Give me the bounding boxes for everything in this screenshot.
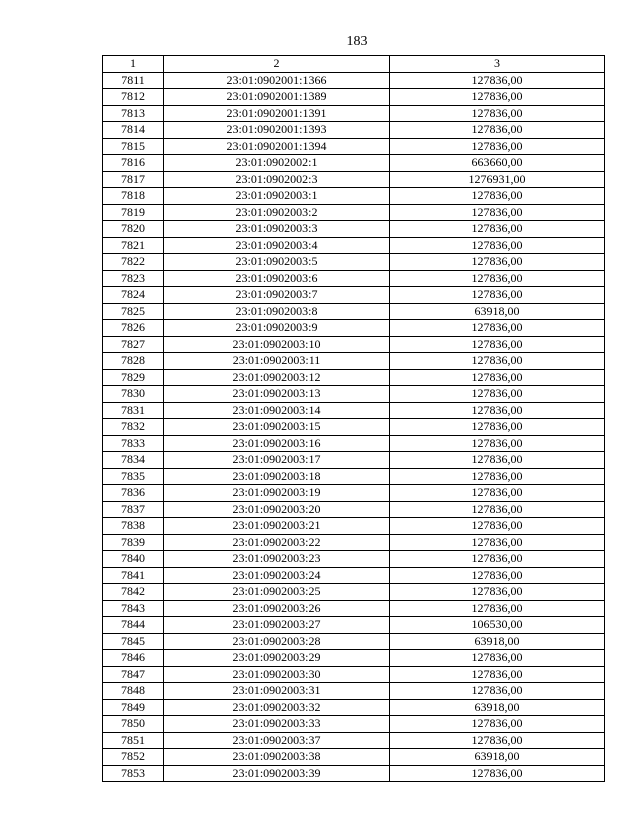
value-cell: 127836,00 <box>390 732 605 749</box>
cadastral-number-cell: 23:01:0902001:1394 <box>164 138 390 155</box>
value-cell: 127836,00 <box>390 534 605 551</box>
table-row <box>103 72 605 89</box>
cadastral-number-cell: 23:01:0902003:29 <box>164 650 390 667</box>
row-number-cell: 7817 <box>103 171 164 188</box>
value-cell: 127836,00 <box>390 683 605 700</box>
value-cell: 127836,00 <box>390 518 605 535</box>
cadastral-number-cell: 23:01:0902003:8 <box>164 303 390 320</box>
table-row <box>103 666 605 683</box>
cadastral-number-cell: 23:01:0902003:13 <box>164 386 390 403</box>
table-row <box>103 419 605 436</box>
table-row <box>103 303 605 320</box>
value-cell: 127836,00 <box>390 89 605 106</box>
cadastral-number-cell: 23:01:0902003:30 <box>164 666 390 683</box>
cadastral-number-cell: 23:01:0902003:10 <box>164 336 390 353</box>
row-number-cell: 7832 <box>103 419 164 436</box>
cadastral-number-cell: 23:01:0902001:1389 <box>164 89 390 106</box>
table-row <box>103 452 605 469</box>
cadastral-number-cell: 23:01:0902001:1366 <box>164 72 390 89</box>
table-row <box>103 237 605 254</box>
table-row <box>103 122 605 139</box>
cadastral-number-cell: 23:01:0902003:20 <box>164 501 390 518</box>
value-cell: 127836,00 <box>390 386 605 403</box>
value-cell: 1276931,00 <box>390 171 605 188</box>
cadastral-number-cell: 23:01:0902003:39 <box>164 765 390 782</box>
table-row <box>103 155 605 172</box>
value-cell: 127836,00 <box>390 270 605 287</box>
row-number-cell: 7848 <box>103 683 164 700</box>
row-number-cell: 7834 <box>103 452 164 469</box>
value-cell: 127836,00 <box>390 105 605 122</box>
row-number-cell: 7837 <box>103 501 164 518</box>
table-row <box>103 765 605 782</box>
table-row <box>103 320 605 337</box>
row-number-cell: 7840 <box>103 551 164 568</box>
cadastral-number-cell: 23:01:0902003:12 <box>164 369 390 386</box>
cadastral-number-cell: 23:01:0902003:23 <box>164 551 390 568</box>
cadastral-number-cell: 23:01:0902003:2 <box>164 204 390 221</box>
value-cell: 127836,00 <box>390 584 605 601</box>
column-header-3: 3 <box>390 56 605 73</box>
value-cell: 127836,00 <box>390 650 605 667</box>
row-number-cell: 7820 <box>103 221 164 238</box>
value-cell: 127836,00 <box>390 353 605 370</box>
row-number-cell: 7843 <box>103 600 164 617</box>
row-number-cell: 7828 <box>103 353 164 370</box>
value-cell: 127836,00 <box>390 138 605 155</box>
row-number-cell: 7844 <box>103 617 164 634</box>
table-row <box>103 386 605 403</box>
table-row <box>103 105 605 122</box>
registry-table <box>102 55 605 782</box>
value-cell: 127836,00 <box>390 765 605 782</box>
cadastral-number-cell: 23:01:0902003:1 <box>164 188 390 205</box>
cadastral-number-cell: 23:01:0902003:9 <box>164 320 390 337</box>
value-cell: 127836,00 <box>390 452 605 469</box>
value-cell: 127836,00 <box>390 419 605 436</box>
table-row <box>103 518 605 535</box>
value-cell: 127836,00 <box>390 122 605 139</box>
cadastral-number-cell: 23:01:0902003:31 <box>164 683 390 700</box>
row-number-cell: 7813 <box>103 105 164 122</box>
row-number-cell: 7841 <box>103 567 164 584</box>
value-cell: 127836,00 <box>390 468 605 485</box>
value-cell: 127836,00 <box>390 320 605 337</box>
value-cell: 127836,00 <box>390 336 605 353</box>
table-row <box>103 551 605 568</box>
cadastral-number-cell: 23:01:0902001:1393 <box>164 122 390 139</box>
cadastral-number-cell: 23:01:0902003:21 <box>164 518 390 535</box>
value-cell: 127836,00 <box>390 72 605 89</box>
cadastral-number-cell: 23:01:0902003:27 <box>164 617 390 634</box>
cadastral-number-cell: 23:01:0902002:3 <box>164 171 390 188</box>
row-number-cell: 7830 <box>103 386 164 403</box>
table-row <box>103 336 605 353</box>
cadastral-number-cell: 23:01:0902003:3 <box>164 221 390 238</box>
column-header-2: 2 <box>164 56 390 73</box>
row-number-cell: 7847 <box>103 666 164 683</box>
cadastral-number-cell: 23:01:0902003:7 <box>164 287 390 304</box>
table-row <box>103 732 605 749</box>
value-cell: 127836,00 <box>390 435 605 452</box>
value-cell: 127836,00 <box>390 666 605 683</box>
row-number-cell: 7822 <box>103 254 164 271</box>
table-row <box>103 468 605 485</box>
value-cell: 127836,00 <box>390 221 605 238</box>
value-cell: 127836,00 <box>390 188 605 205</box>
registry-table-container <box>102 55 605 782</box>
table-body <box>103 72 605 782</box>
table-row <box>103 534 605 551</box>
cadastral-number-cell: 23:01:0902002:1 <box>164 155 390 172</box>
table-row <box>103 501 605 518</box>
value-cell: 127836,00 <box>390 369 605 386</box>
cadastral-number-cell: 23:01:0902003:16 <box>164 435 390 452</box>
row-number-cell: 7826 <box>103 320 164 337</box>
table-row <box>103 89 605 106</box>
cadastral-number-cell: 23:01:0902003:28 <box>164 633 390 650</box>
value-cell: 127836,00 <box>390 716 605 733</box>
page-number: 183 <box>346 34 368 49</box>
cadastral-number-cell: 23:01:0902001:1391 <box>164 105 390 122</box>
table-row <box>103 287 605 304</box>
table-row <box>103 485 605 502</box>
cadastral-number-cell: 23:01:0902003:11 <box>164 353 390 370</box>
table-row <box>103 650 605 667</box>
cadastral-number-cell: 23:01:0902003:14 <box>164 402 390 419</box>
value-cell: 663660,00 <box>390 155 605 172</box>
value-cell: 106530,00 <box>390 617 605 634</box>
table-row <box>103 171 605 188</box>
row-number-cell: 7833 <box>103 435 164 452</box>
table-row <box>103 402 605 419</box>
row-number-cell: 7825 <box>103 303 164 320</box>
row-number-cell: 7814 <box>103 122 164 139</box>
table-row <box>103 254 605 271</box>
value-cell: 127836,00 <box>390 501 605 518</box>
cadastral-number-cell: 23:01:0902003:19 <box>164 485 390 502</box>
table-row <box>103 221 605 238</box>
column-header-1: 1 <box>103 56 164 73</box>
row-number-cell: 7815 <box>103 138 164 155</box>
cadastral-number-cell: 23:01:0902003:4 <box>164 237 390 254</box>
value-cell: 127836,00 <box>390 287 605 304</box>
cadastral-number-cell: 23:01:0902003:15 <box>164 419 390 436</box>
row-number-cell: 7831 <box>103 402 164 419</box>
cadastral-number-cell: 23:01:0902003:37 <box>164 732 390 749</box>
table-row <box>103 204 605 221</box>
value-cell: 63918,00 <box>390 633 605 650</box>
row-number-cell: 7836 <box>103 485 164 502</box>
header-row <box>103 56 605 73</box>
row-number-cell: 7849 <box>103 699 164 716</box>
table-row <box>103 435 605 452</box>
cadastral-number-cell: 23:01:0902003:24 <box>164 567 390 584</box>
cadastral-number-cell: 23:01:0902003:6 <box>164 270 390 287</box>
cadastral-number-cell: 23:01:0902003:32 <box>164 699 390 716</box>
value-cell: 127836,00 <box>390 600 605 617</box>
table-header <box>103 56 605 73</box>
value-cell: 127836,00 <box>390 254 605 271</box>
row-number-cell: 7821 <box>103 237 164 254</box>
row-number-cell: 7823 <box>103 270 164 287</box>
row-number-cell: 7851 <box>103 732 164 749</box>
value-cell: 63918,00 <box>390 699 605 716</box>
table-row <box>103 633 605 650</box>
table-row <box>103 584 605 601</box>
table-row <box>103 716 605 733</box>
value-cell: 63918,00 <box>390 303 605 320</box>
row-number-cell: 7842 <box>103 584 164 601</box>
table-row <box>103 699 605 716</box>
row-number-cell: 7811 <box>103 72 164 89</box>
row-number-cell: 7850 <box>103 716 164 733</box>
row-number-cell: 7852 <box>103 749 164 766</box>
cadastral-number-cell: 23:01:0902003:18 <box>164 468 390 485</box>
cadastral-number-cell: 23:01:0902003:25 <box>164 584 390 601</box>
row-number-cell: 7829 <box>103 369 164 386</box>
cadastral-number-cell: 23:01:0902003:17 <box>164 452 390 469</box>
table-row <box>103 683 605 700</box>
row-number-cell: 7816 <box>103 155 164 172</box>
row-number-cell: 7812 <box>103 89 164 106</box>
table-row <box>103 567 605 584</box>
cadastral-number-cell: 23:01:0902003:38 <box>164 749 390 766</box>
row-number-cell: 7818 <box>103 188 164 205</box>
value-cell: 127836,00 <box>390 402 605 419</box>
row-number-cell: 7846 <box>103 650 164 667</box>
cadastral-number-cell: 23:01:0902003:22 <box>164 534 390 551</box>
table-row <box>103 188 605 205</box>
value-cell: 127836,00 <box>390 485 605 502</box>
table-row <box>103 617 605 634</box>
row-number-cell: 7845 <box>103 633 164 650</box>
row-number-cell: 7838 <box>103 518 164 535</box>
table-row <box>103 600 605 617</box>
cadastral-number-cell: 23:01:0902003:26 <box>164 600 390 617</box>
table-row <box>103 369 605 386</box>
value-cell: 127836,00 <box>390 567 605 584</box>
value-cell: 63918,00 <box>390 749 605 766</box>
row-number-cell: 7839 <box>103 534 164 551</box>
value-cell: 127836,00 <box>390 551 605 568</box>
row-number-cell: 7853 <box>103 765 164 782</box>
cadastral-number-cell: 23:01:0902003:33 <box>164 716 390 733</box>
cadastral-number-cell: 23:01:0902003:5 <box>164 254 390 271</box>
row-number-cell: 7824 <box>103 287 164 304</box>
row-number-cell: 7819 <box>103 204 164 221</box>
table-row <box>103 270 605 287</box>
table-row <box>103 749 605 766</box>
value-cell: 127836,00 <box>390 204 605 221</box>
row-number-cell: 7827 <box>103 336 164 353</box>
table-row <box>103 138 605 155</box>
row-number-cell: 7835 <box>103 468 164 485</box>
table-row <box>103 353 605 370</box>
value-cell: 127836,00 <box>390 237 605 254</box>
